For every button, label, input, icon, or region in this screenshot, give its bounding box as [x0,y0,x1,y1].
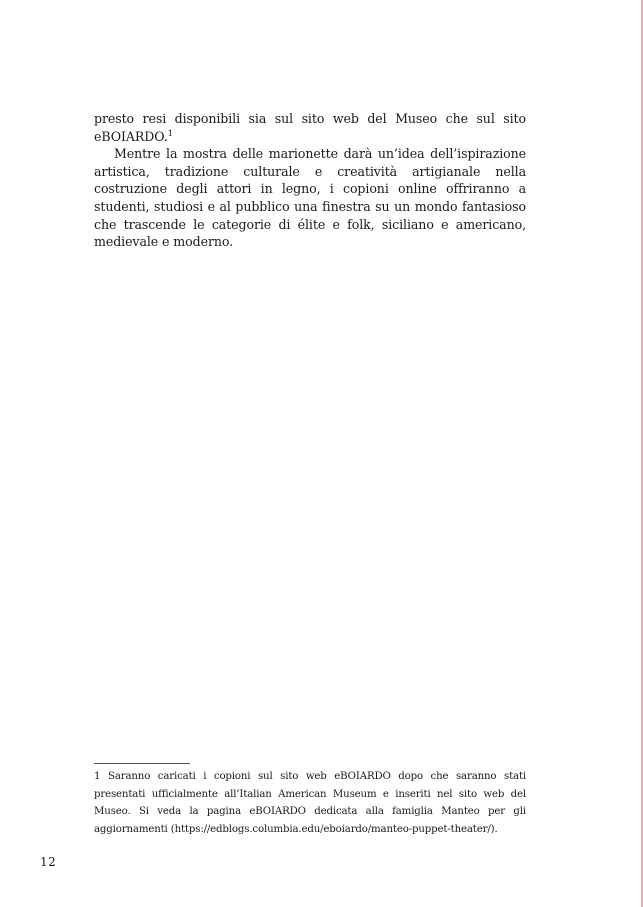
paragraph-continued [94,110,526,145]
footnote-separator [94,763,190,764]
page-number: 12 [40,855,57,869]
body-text [94,110,526,251]
paragraph-2: Mentre la mostra delle marionette darà un’idea dell’ispirazione artistica, tradizione culturale e creatività artigianale nella costruzione degli attori in legno, i copioni online offriranno a studenti, studiosi e al pubblico una finestra su un mondo fantasioso che trascende le categorie di élite e folk, siciliano e americano, medievale e moderno. [94,146,526,250]
paragraph-1-text: presto resi disponibili sia sul sito web del Museo che sul sito eBOIARDO. [94,111,526,144]
footnote-text: Saranno caricati i copioni sul sito web eBOIARDO dopo che saranno stati presentati ufficialmente all’Italian American Museum e inseriti nel sito web del Museo. Si veda la pagina eBOIARDO dedicata alla famiglia Manteo per gli aggiornamenti (https://edblogs.columbia.​edu/eboiardo/manteo-puppet-theater/). [94,771,526,835]
footnote-reference[interactable]: 1 [167,128,173,139]
footnote-number: 1 [94,771,101,782]
footnote [94,768,526,838]
